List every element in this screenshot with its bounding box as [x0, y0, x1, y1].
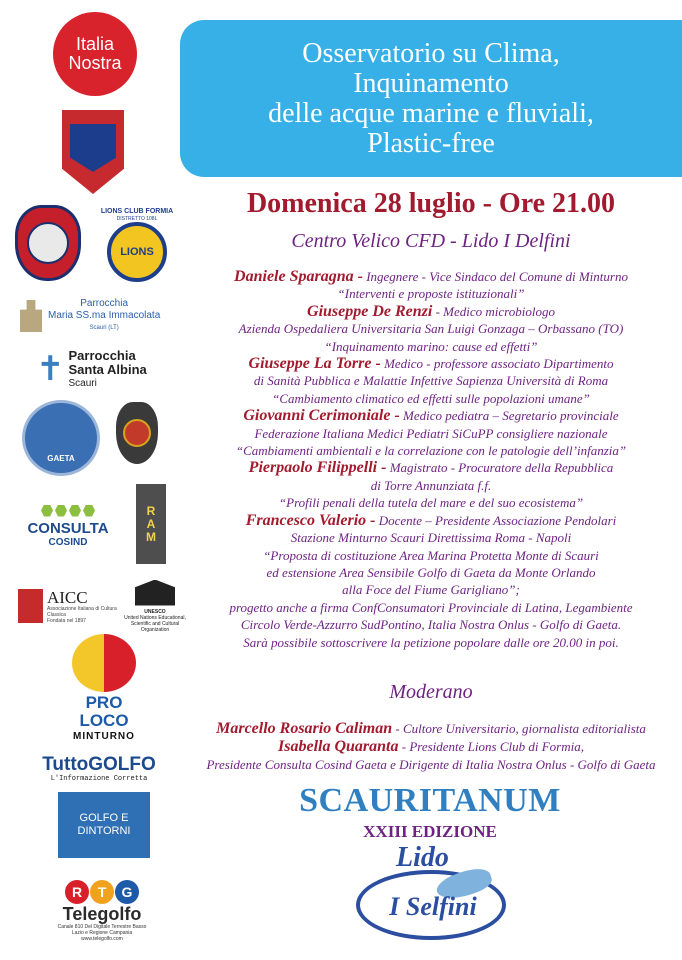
parrocchia-immacolata-logo	[20, 294, 182, 338]
parrocchia-immacolata-text	[48, 298, 160, 334]
speaker-2-affiliation: Azienda Ospedaliera Universitaria San Luigi Gonzaga – Orbassano (TO)	[238, 321, 624, 337]
carabinieri-association-logo	[15, 205, 81, 281]
moderator-2-name: Isabella Quaranta	[278, 738, 399, 755]
speaker-3-affiliation: di Sanità Pubblica e Malattie Infettive Sapienza Università di Roma	[253, 373, 609, 389]
speaker-4-role: Medico pediatra – Segretario provinciale	[399, 408, 619, 424]
sun-icon	[72, 634, 136, 692]
speaker-4-name: Giovanni Cerimoniale -	[243, 407, 400, 425]
moderators-title: Moderano	[389, 681, 473, 703]
ram-letter-m: M	[146, 529, 156, 544]
golfo-line2: DINTORNI	[77, 825, 131, 837]
speaker-1-name: Daniele Sparagna -	[234, 268, 363, 285]
ram-letter-a: A	[146, 516, 156, 531]
moderator-1	[186, 720, 676, 738]
tuttogolfo-tagline: L'Informazione Corretta	[50, 774, 148, 783]
consorzio-place: GAETA	[47, 453, 75, 463]
pro-loco-minturno-logo	[64, 634, 144, 744]
aicc-sub: Associazione Italiana di Cultura Classica	[46, 605, 117, 618]
pro-loco-town: MINTURNO	[73, 731, 135, 742]
parrocchia-santa-albina-place: Scauri	[68, 378, 97, 389]
moderator-1-name: Marcello Rosario Caliman	[216, 720, 393, 737]
rtg-ball-r: R	[65, 880, 89, 904]
consulta-cosind-logo	[18, 494, 118, 558]
speaker-5	[186, 459, 676, 476]
unesco-logo	[118, 578, 192, 634]
moderator-2-role-2: Presidente Consulta Cosind Gaeta e Dirigente di Italia Nostra Onlus - Golfo di Gaeta	[206, 757, 656, 772]
speaker-5-name: Pierpaolo Filippelli -	[248, 459, 387, 477]
speaker-1	[186, 268, 676, 285]
lido-name: I Selfini	[389, 892, 477, 921]
parrocchia-santa-albina-text	[69, 349, 147, 391]
speaker-4	[186, 407, 676, 424]
parrocchia-immacolata-place: Scauri (LT)	[89, 325, 119, 331]
lions-district: DISTRETTO 108L	[116, 216, 158, 222]
aicc-name: AICC	[46, 587, 88, 607]
lions-title: LIONS CLUB FORMIA	[100, 208, 174, 215]
lido-i-delfini-logo	[356, 842, 512, 946]
speaker-3-talk: “Cambiamento climatico ed effetti sulle popolazioni umane”	[272, 390, 590, 406]
speaker-4-talk: “Cambiamenti ambientali e la correlazione con le patologie dell’infanzia”	[235, 443, 627, 459]
moderator-1-role: - Cultore Universitario, giornalista editorialista	[392, 721, 646, 736]
telegolfo-logo	[54, 866, 150, 956]
consulta-name: CONSULTA	[27, 519, 109, 537]
program-note-1: progetto anche a firma ConfConsumatori Provinciale di Latina, Legambiente	[229, 599, 633, 615]
telegolfo-name: Telegolfo	[62, 904, 142, 924]
consulta-sub: COSIND	[48, 536, 88, 548]
speaker-2	[186, 303, 676, 320]
speaker-2-role: - Medico microbiologo	[432, 303, 555, 319]
shield-emblem	[70, 124, 116, 172]
lions-ring-label: LIONS	[120, 246, 154, 258]
speaker-6-role: Docente – Presidente Associazione Pendolari	[375, 512, 617, 528]
rtg-ball-t: T	[90, 880, 114, 904]
event-venue: Centro Velico CFD - Lido I Delfini	[291, 230, 571, 252]
program-note-2: Circolo Verde-Azzurro SudPontino, Italia Nostra Onlus - Golfo di Gaeta.	[240, 617, 622, 633]
speaker-6-talk-2: ed estensione Area Sensibile Golfo di Gaeta da Monte Orlando	[266, 564, 596, 580]
speaker-5-role: Magistrato - Procuratore della Repubblica	[386, 460, 614, 476]
speaker-5-affiliation: di Torre Annunziata f.f.	[370, 477, 492, 493]
speaker-3	[186, 355, 676, 372]
golfo-e-dintorni-logo	[58, 792, 150, 858]
rtg-ball-g: G	[115, 880, 139, 904]
church-icon	[20, 300, 42, 332]
parrocchia-santa-albina-line1: Parrocchia	[68, 348, 136, 363]
title-line-1: Osservatorio su Clima,	[302, 37, 560, 69]
event-title-banner	[180, 20, 682, 177]
aicc-logo	[18, 584, 122, 628]
aicc-year: Fondata nel 1897	[46, 617, 86, 624]
unesco-sub: United Nations Educational, Scientific and Cultural Organization	[124, 614, 186, 633]
crest-emblem	[123, 419, 151, 447]
tuttogolfo-logo	[42, 752, 156, 786]
italia-nostra-logo	[53, 12, 137, 96]
ram-logo	[136, 484, 166, 564]
city-shield-logo	[62, 110, 124, 194]
lions-club-logo	[92, 202, 182, 288]
speaker-1-role: Ingegnere - Vice Sindaco del Comune di Minturno	[362, 269, 628, 284]
scauritanum-title: SCAURITANUM	[299, 782, 561, 819]
golfo-line1: GOLFO E	[79, 812, 129, 824]
parrocchia-santa-albina-logo	[36, 346, 160, 394]
title-line-3: delle acque marine e fluviali,	[268, 97, 594, 129]
moderator-2	[186, 738, 676, 756]
tuttogolfo-name: TuttoGOLFO	[42, 753, 156, 775]
parrocchia-santa-albina-line2: Santa Albina	[68, 362, 147, 377]
speaker-1-talk: “Interventi e proposte istituzionali”	[337, 286, 525, 302]
program	[186, 268, 676, 651]
moderator-2-role: - Presidente Lions Club di Formia,	[398, 739, 584, 754]
moderators	[186, 720, 676, 774]
speaker-6-talk-3: alla Foce del Fiume Garigliano”;	[342, 582, 520, 598]
speaker-6-talk-1: “Proposta di costituzione Area Marina Protetta Monte di Scauri	[263, 547, 599, 563]
parrocchia-immacolata-line1: Parrocchia	[80, 298, 129, 309]
lions-ring-icon	[107, 222, 167, 282]
aicc-text	[47, 589, 122, 624]
italia-nostra-line1: Italia	[75, 34, 115, 54]
unesco-name: UNESCO	[144, 608, 166, 615]
speaker-6-affiliation: Stazione Minturno Scauri Direttissima Roma - Napoli	[290, 530, 572, 546]
temple-icon	[135, 580, 175, 606]
speaker-6-name: Francesco Valerio -	[245, 511, 376, 529]
title-line-2: Inquinamento	[353, 67, 509, 99]
cross-icon: ✝	[36, 351, 65, 388]
rtg-balls	[65, 880, 139, 904]
ram-letter-r: R	[146, 503, 156, 518]
speaker-2-talk: “Inquinamento marino: cause ed effetti”	[324, 338, 538, 354]
hexagon-icon	[41, 505, 95, 517]
speaker-4-affiliation: Federazione Italiana Medici Pediatri SiCuPP consigliere nazionale	[254, 425, 608, 441]
lido-word: Lido	[396, 842, 449, 873]
title-line-4: Plastic-free	[367, 127, 495, 159]
italia-nostra-line2: Nostra	[68, 53, 122, 73]
speaker-3-name: Giuseppe La Torre -	[248, 355, 381, 373]
speaker-3-role: Medico - professore associato Dipartimento	[380, 356, 614, 372]
speaker-2-name: Giuseppe De Renzi	[307, 302, 433, 320]
speaker-5-talk: “Profili penali della tutela del mare e del suo ecosistema”	[278, 495, 584, 511]
telegolfo-sub: Canale 810 Del Digitale Terrestre Basso Lazio e Regione Campania www.telegolfo.com	[57, 924, 147, 942]
parrocchia-immacolata-line2: Maria SS.ma Immacolata	[48, 310, 161, 321]
pro-loco-name: PRO LOCO	[79, 693, 129, 730]
program-note-3: Sarà possibile sottoscrivere la petizione popolare dalle ore 20.00 in poi.	[243, 634, 619, 650]
event-date: Domenica 28 luglio - Ore 21.00	[246, 188, 616, 219]
badge-emblem	[27, 222, 69, 264]
edition-label: XXIII EDIZIONE	[363, 822, 497, 841]
consorzio-industriale-logo	[22, 400, 100, 476]
police-crest-logo	[116, 402, 158, 464]
aicc-mark-icon	[18, 589, 43, 623]
speaker-6	[186, 512, 676, 529]
